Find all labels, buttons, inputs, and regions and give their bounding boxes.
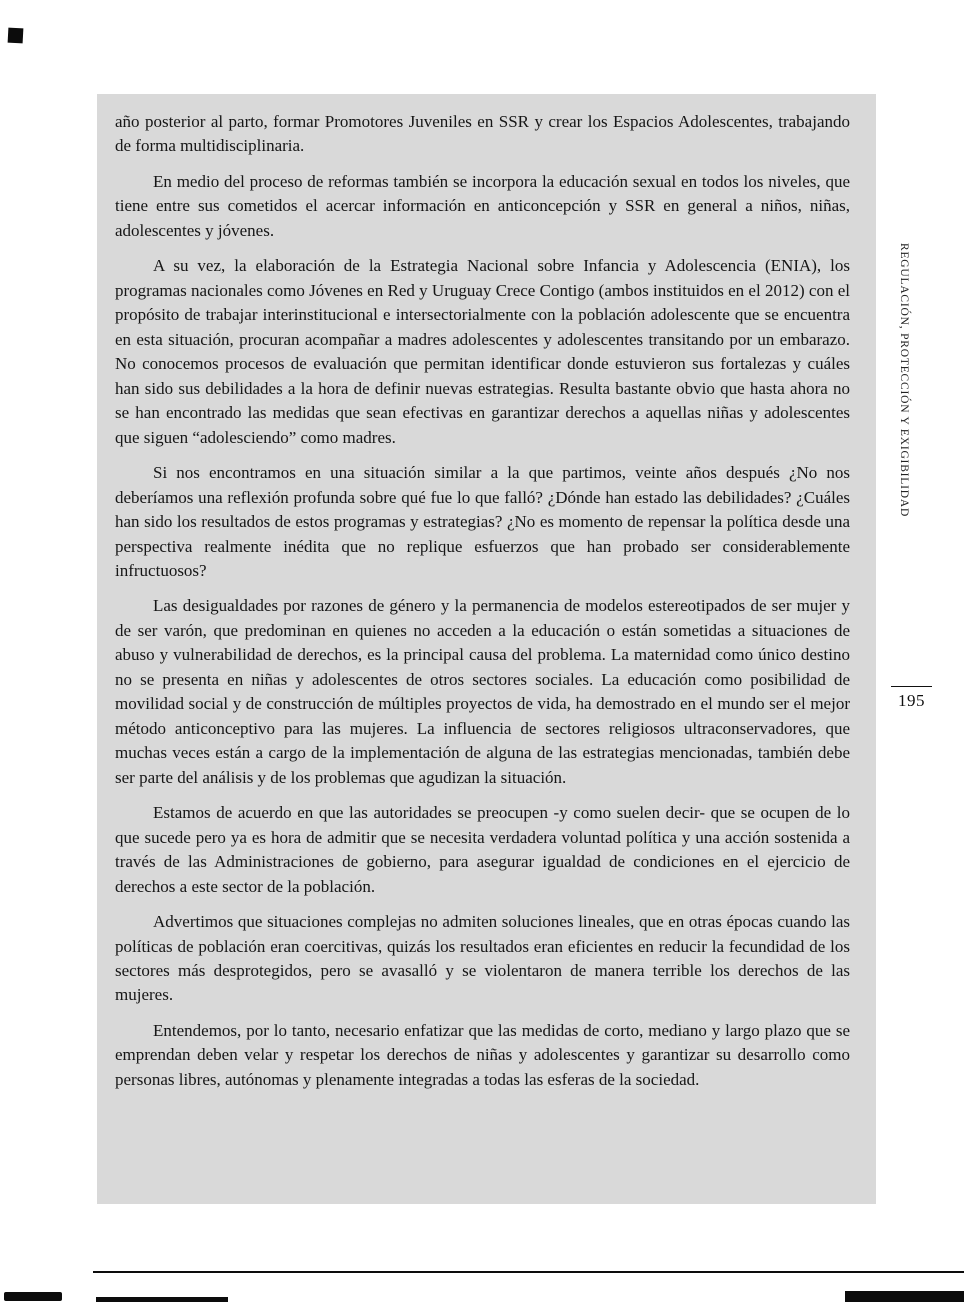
paragraph: En medio del proceso de reformas también se incorpora la educación sexual en todos los niveles, que tiene entre sus cometidos el acercar información en anticoncepción y SSR en general a niños, niñas, adolescentes y jóvenes. [115, 171, 850, 240]
paragraph: Advertimos que situaciones complejas no admiten soluciones lineales, que en otras épocas cuando las políticas de población eran coercitivas, quizás los resultados eran eficientes en reducir la fecundidad de los sectores más desprotegidos, pero se avasalló y se violentaron de manera terrible los derechos de las mujeres. [115, 912, 850, 1005]
paragraph: año posterior al parto, formar Promotores Juveniles en SSR y crear los Espacios Adolescentes, trabajando de forma multidisciplinaria. [115, 112, 850, 156]
text-content [97, 94, 876, 1204]
margin-section-label: REGULACIÓN, PROTECCIÓN Y EXIGIBILIDAD [898, 243, 910, 518]
page-number-rule [891, 686, 932, 687]
scan-artifact [96, 1297, 228, 1302]
page-number: 195 [898, 691, 925, 710]
paragraph: Estamos de acuerdo en que las autoridades se preocupen -y como suelen decir- que se ocupen de lo que sucede pero ya es hora de admitir que se necesita verdadera voluntad política y una acción sostenida a través de las Administraciones de gobierno, para asegurar igualdad de condiciones en el ejercicio de derechos a este sector de la población. [115, 803, 850, 896]
scan-artifact [93, 1271, 964, 1273]
paragraph: Si nos encontramos en una situación similar a la que partimos, veinte años después ¿No nos deberíamos una reflexión profunda sobre qué fue lo que falló? ¿Dónde han estado las debilidades? ¿Cuáles han sido los resultados de estos programas y estrategias? ¿No es momento de repensar la política desde una perspectiva realmente inédita que no replique esfuerzos que han probado ser considerablemente infructuosos? [115, 463, 850, 580]
scan-artifact [4, 1292, 62, 1301]
paragraph: Las desigualdades por razones de género y la permanencia de modelos estereotipados de ser mujer y de ser varón, que predominan en quienes no acceden a la educación o están sometidas a situaciones de abuso y vulnerabilidad de derechos, es la principal causa del problema. La maternidad como único destino no se presenta en niñas y adolescentes de otros sectores sociales. La educación como posibilidad de movilidad social y de construcción de múltiples proyectos de vida, ha demostrado en el mundo ser el mejor método anticonceptivo para las mujeres. La influencia de sectores religiosos ultraconservadores, que muchas veces están a cargo de la implementación de alguna de las estrategias mencionadas, también debe ser parte del análisis y de los problemas que agudizan la situación. [115, 596, 850, 787]
paragraph: Entendemos, por lo tanto, necesario enfatizar que las medidas de corto, mediano y largo plazo que se emprendan deben velar y respetar los derechos de niñas y adolescentes y garantizar su desarrollo como personas libres, autónomas y plenamente integradas a todas las esferas de la sociedad. [115, 1020, 850, 1089]
scan-artifact [845, 1291, 964, 1302]
folio [891, 686, 932, 711]
scan-artifact [8, 28, 24, 44]
paragraph: A su vez, la elaboración de la Estrategia Nacional sobre Infancia y Adolescencia (ENIA), los programas nacionales como Jóvenes en Red y Uruguay Crece Contigo (ambos instituidos en el 2012) con el propósito de trabajar interinstitucional e intersectorialmente con la población adolescente que se encuentra en esta situación, procuran acompañar a madres adolescentes y adolescentes transitando por un embarazo. No conocemos procesos de evaluación que permitan identificar donde estuvieron sus fortalezas y cuáles han sido sus debilidades a la hora de definir nuevas estrategias. Resulta bastante obvio que hasta ahora no se han encontrado las medidas que sean efectivas en garantizar derechos a aquellas niñas y adolescentes que siguen “adolesciendo” como madres. [115, 256, 850, 447]
